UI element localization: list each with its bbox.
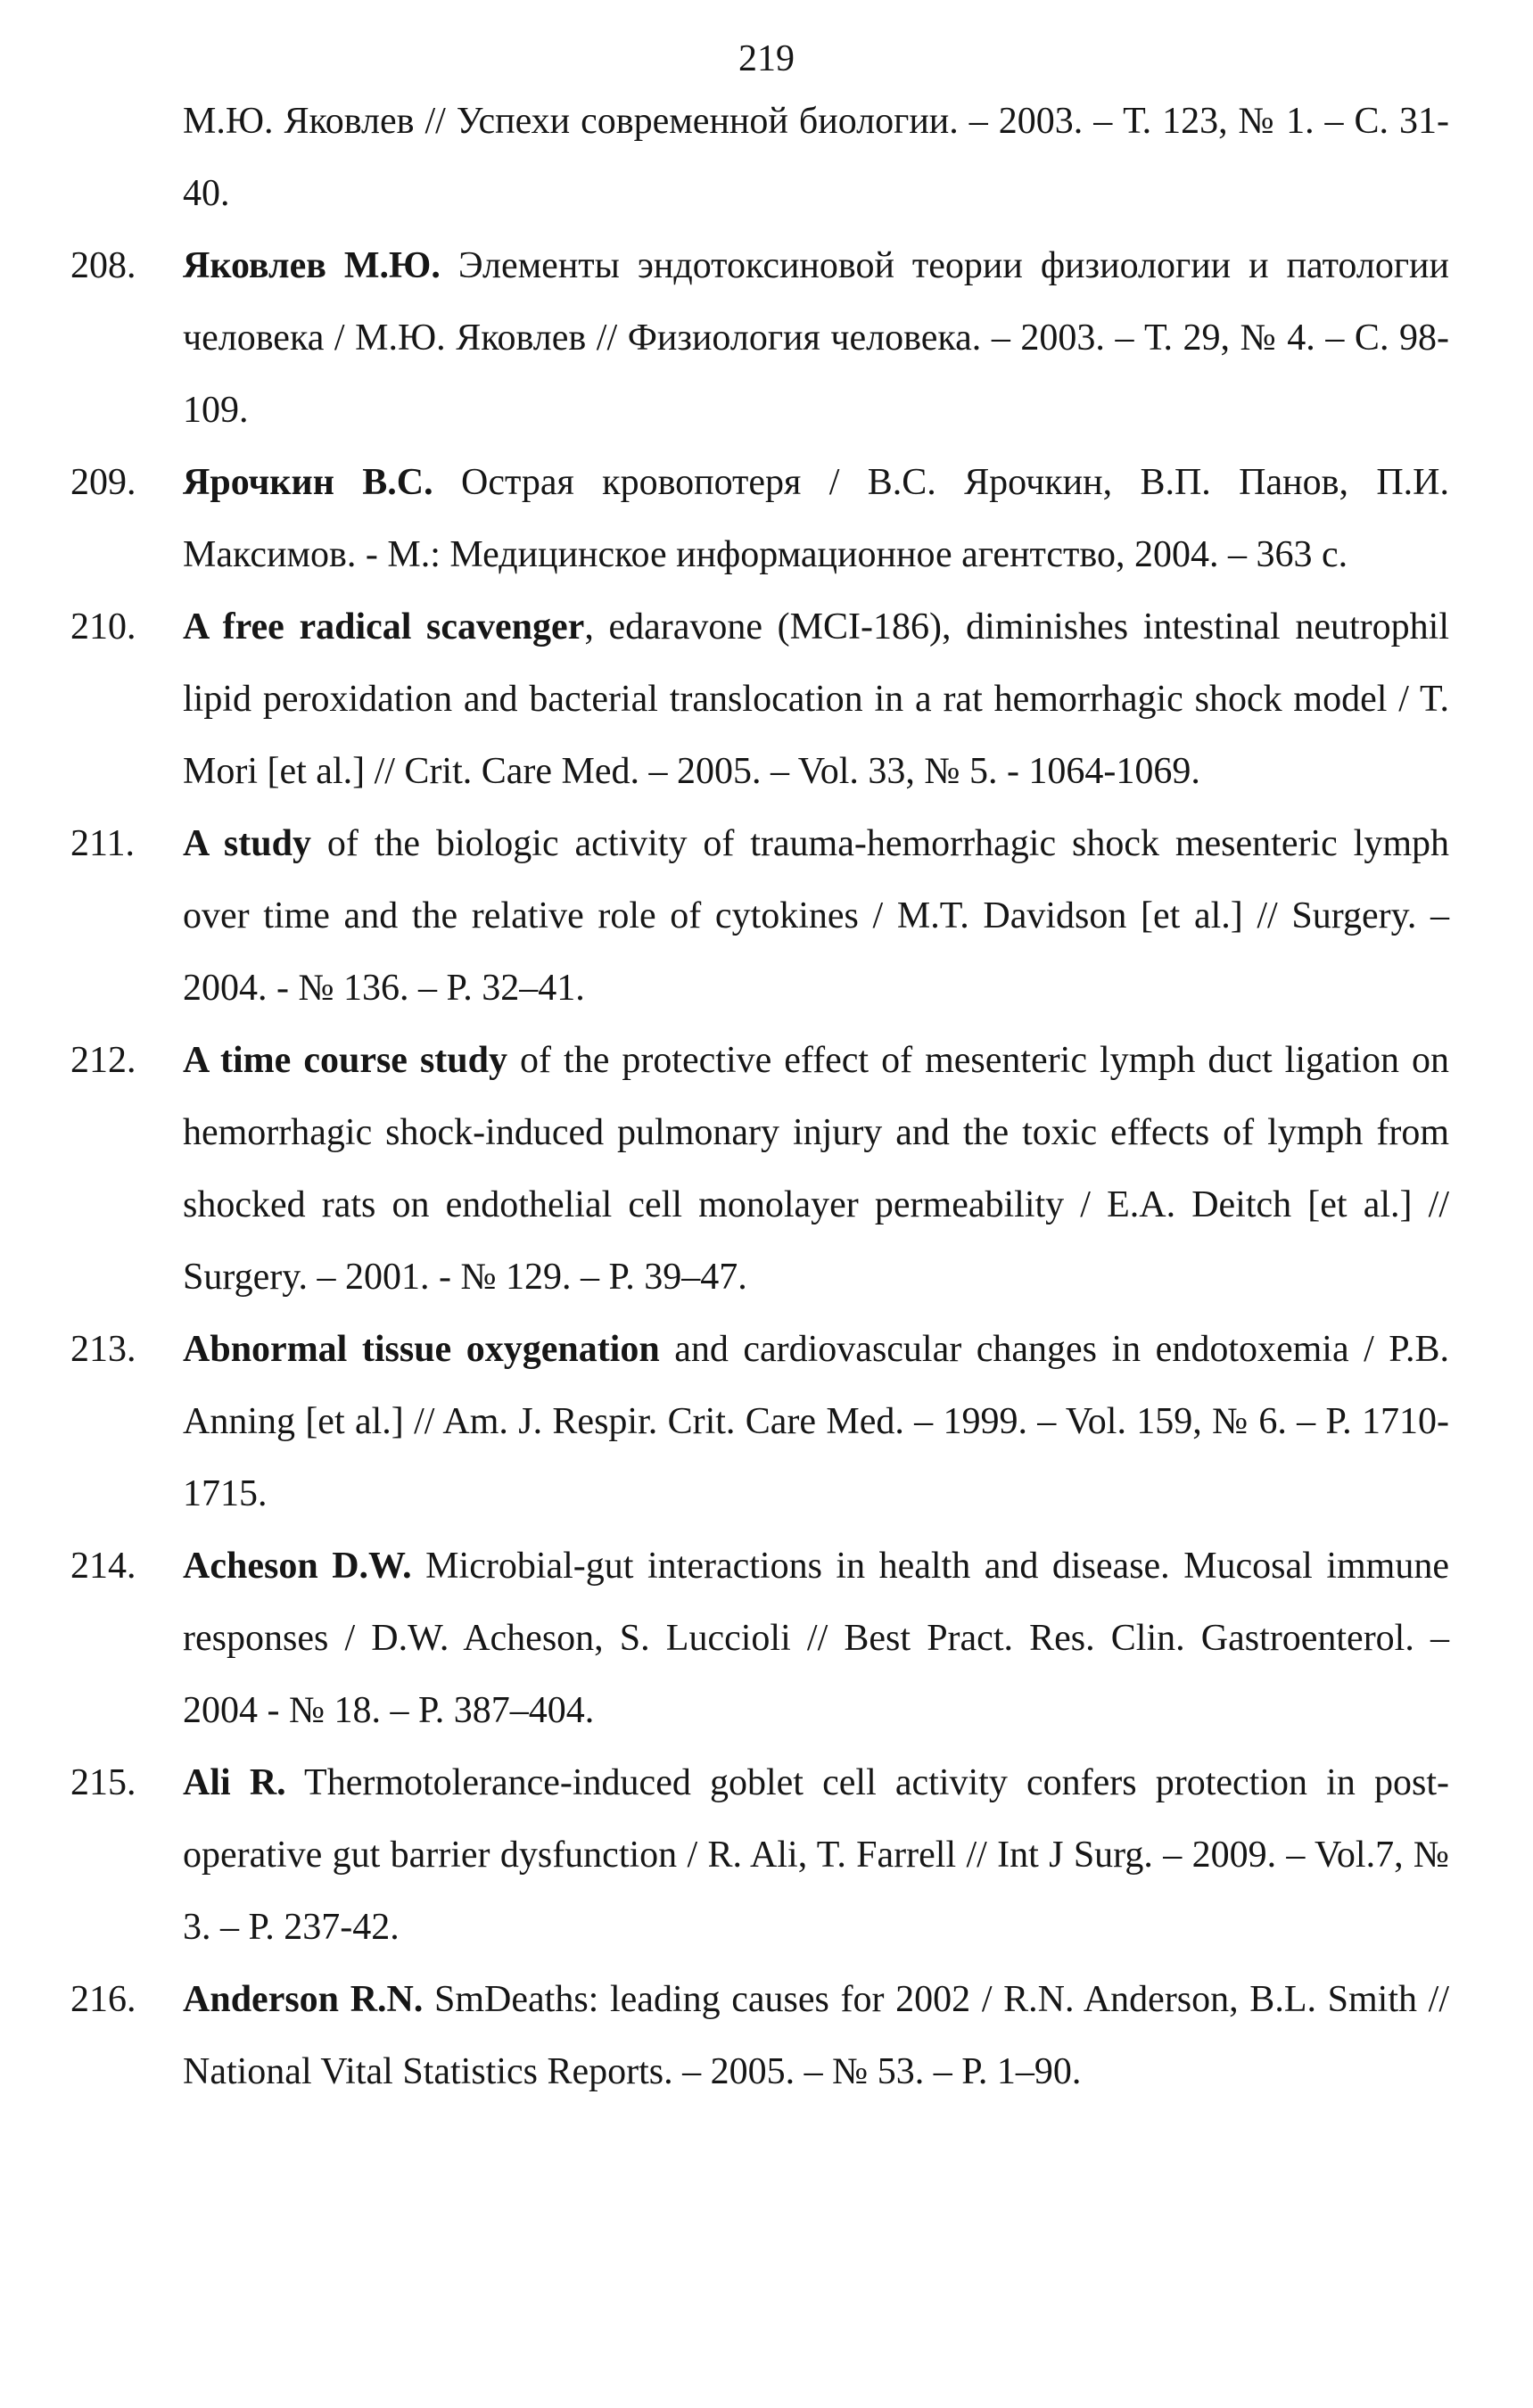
reference-heading: Abnormal tissue oxygenation [183,1329,660,1370]
reference-number: 210. [70,606,136,647]
reference-heading: A time course study [183,1040,508,1081]
reference-text: Элементы эндотоксиновой теории физиологии и патологии человека / М.Ю. Яковлев // Физиология человека. – 2003. – Т. 29, № 4. – С. 98-109. [183,245,1449,431]
reference-text: Thermotolerance-induced goblet cell activity confers protection in post-operative gut barrier dysfunction / R. Ali, T. Farrell // Int J Surg. – 2009. – Vol.7, № 3. – P. 237-42. [183,1762,1449,1948]
reference-heading: Яковлев М.Ю. [183,245,441,286]
reference-text: and cardiovascular changes in endotoxemia / P.B. Anning [et al.] // Am. J. Respir. Crit. Care Med. – 1999. – Vol. 159, № 6. – P. 1710-1715. [183,1329,1450,1514]
reference-item [70,1530,1449,1747]
reference-number: 209. [70,462,136,503]
reference-number: 212. [70,1040,136,1081]
reference-text: of the protective effect of mesenteric lymph duct ligation on hemorrhagic shock-induced pulmonary injury and the toxic effects of lymph from shocked rats on endothelial cell monolayer permeability / E.A. Deitch [et al.] // Surgery. – 2001. - № 129. – P. 39–47. [183,1040,1449,1298]
reference-number: 215. [70,1762,136,1803]
reference-text: , edaravone (MCI-186), diminishes intestinal neutrophil lipid peroxidation and bacterial translocation in a rat hemorrhagic shock model / T. Mori [et al.] // Crit. Care Med. – 2005. – Vol. 33, № 5. - 1064-1069. [183,606,1449,792]
reference-heading: Ali R. [183,1762,286,1803]
reference-item [70,1747,1449,1964]
reference-continuation [183,86,1449,230]
reference-item [70,591,1449,808]
reference-list [0,86,1533,2108]
reference-text: Острая кровопотеря / В.С. Ярочкин, В.П. Панов, П.И. Максимов. - М.: Медицинское информационное агентство, 2004. – 363 с. [183,462,1449,575]
reference-heading: Acheson D.W. [183,1546,412,1587]
reference-text: of the biologic activity of trauma-hemorrhagic shock mesenteric lymph over time and the relative role of cytokines / M.T. Davidson [et al.] // Surgery. – 2004. - № 136. – P. 32–41. [183,823,1450,1009]
reference-item [70,230,1449,447]
reference-item [70,447,1449,591]
reference-heading: A free radical scavenger [183,606,585,647]
reference-item [70,808,1450,1025]
reference-number: 211. [70,823,135,864]
reference-text: SmDeaths: leading causes for 2002 / R.N. Anderson, B.L. Smith // National Vital Statistics Reports. – 2005. – № 53. – P. 1–90. [183,1979,1449,2092]
reference-item [70,1314,1450,1530]
reference-heading: Anderson R.N. [183,1979,424,2020]
reference-item [70,1025,1449,1314]
reference-heading: A study [183,823,311,864]
reference-number: 216. [70,1979,136,2020]
reference-continuation-text: М.Ю. Яковлев // Успехи современной биологии. – 2003. – Т. 123, № 1. – С. 31-40. [183,101,1449,214]
reference-number: 214. [70,1546,136,1587]
reference-heading: Ярочкин В.С. [183,462,433,503]
page-number: 219 [738,38,795,79]
reference-text: Microbial-gut interactions in health and disease. Mucosal immune responses / D.W. Acheson, S. Luccioli // Best Pract. Res. Clin. Gastroenterol. – 2004 - № 18. – P. 387–404. [183,1546,1449,1731]
reference-item [70,1964,1449,2108]
reference-number: 208. [70,245,136,286]
reference-number: 213. [70,1329,136,1370]
